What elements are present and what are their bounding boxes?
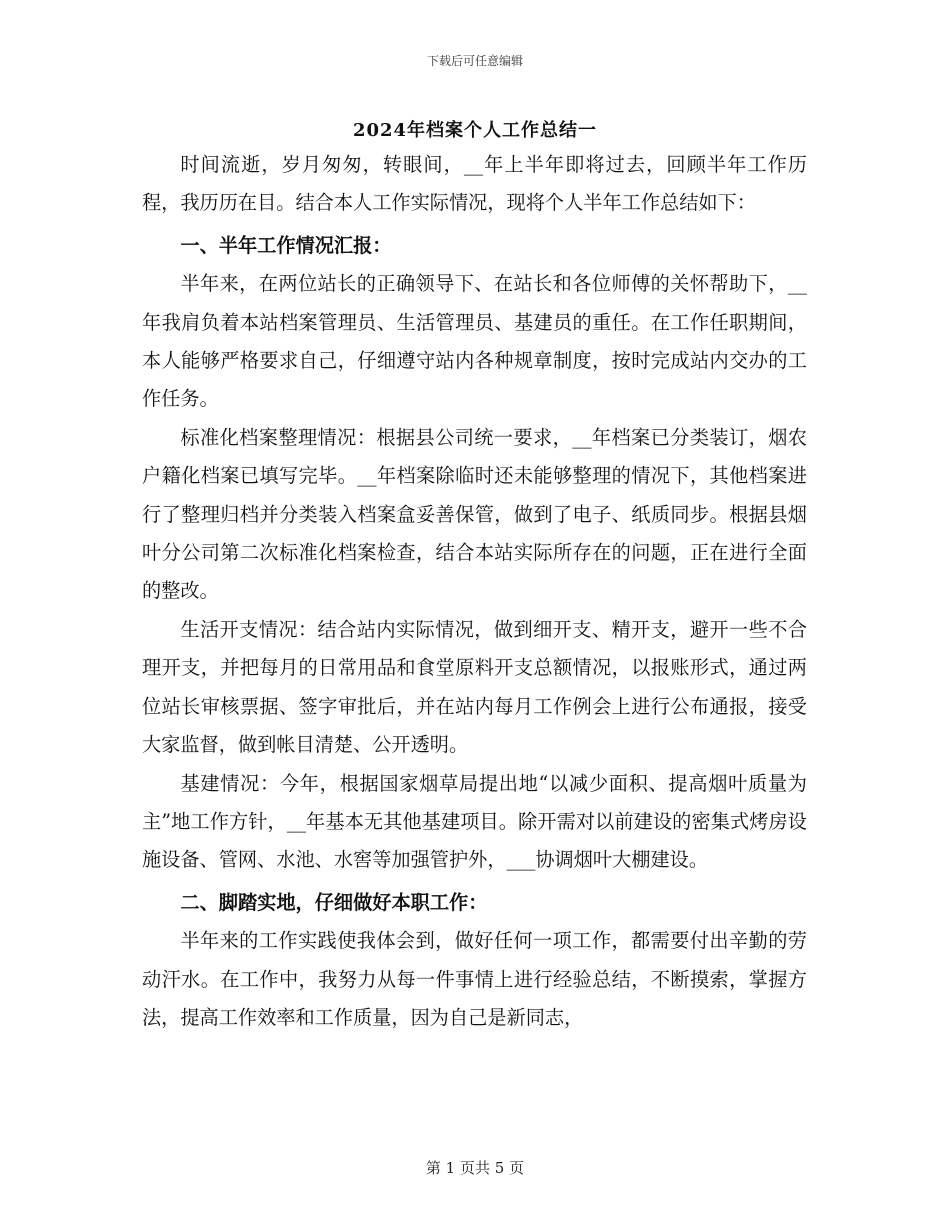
paragraph-intro: 时间流逝，岁月匆匆，转眼间，__年上半年即将过去，回顾半年工作历程，我历历在目。结合本人工作实际情况，现将个人半年工作总结如下： <box>142 153 807 215</box>
document-body <box>142 146 807 1037</box>
paragraph-work-practice: 半年来的工作实践使我体会到，做好任何一项工作，都需要付出辛勤的劳动汗水。在工作中，我努力从每一件事情上进行经验总结，不断摸索，掌握方法，提高工作效率和工作质量，因为自己是新同志， <box>142 929 807 1029</box>
document-title: 2024年档案个人工作总结一 <box>352 120 598 141</box>
section-heading-2: 二、脚踏实地，仔细做好本职工作： <box>180 890 488 914</box>
paragraph-archives: 标准化档案整理情况：根据县公司统一要求，__年档案已分类装订，烟农户籍化档案已填写完毕。__年档案除临时还未能够整理的情况下，其他档案进行了整理归档并分类装入档案盒妥善保管，做到了电子、纸质同步。根据县烟叶分公司第二次标准化档案检查，结合本站实际所存在的问题，正在进行全面的整改。 <box>142 425 807 603</box>
section-heading-1: 一、半年工作情况汇报： <box>180 233 392 257</box>
paragraph-construction: 基建情况：今年，根据国家烟草局提出地“以减少面积、提高烟叶质量为主”地工作方针，__年基本无其他基建项目。除开需对以前建设的密集式烤房设施设备、管网、水池、水窖等加强管护外，___协调烟叶大棚建设。 <box>142 771 807 872</box>
paragraph-half-year-report: 半年来，在两位站长的正确领导下、在站长和各位师傅的关怀帮助下，__年我肩负着本站档案管理员、生活管理员、基建员的重任。在工作任职期间，本人能够严格要求自己，仔细遵守站内各种规章制度，按时完成站内交办的工作任务。 <box>142 272 807 411</box>
page-header-note: 下载后可任意编辑 <box>426 54 523 68</box>
paragraph-expenses: 生活开支情况：结合站内实际情况，做到细开支、精开支，避开一些不合理开支，并把每月的日常用品和食堂原料开支总额情况，以报账形式，通过两位站长审核票据、签字审批后，并在站内每月工作例会上进行公布通报，接受大家监督，做到帐目清楚、公开透明。 <box>142 617 807 757</box>
page-number: 第 1 页共 5 页 <box>425 1159 525 1177</box>
